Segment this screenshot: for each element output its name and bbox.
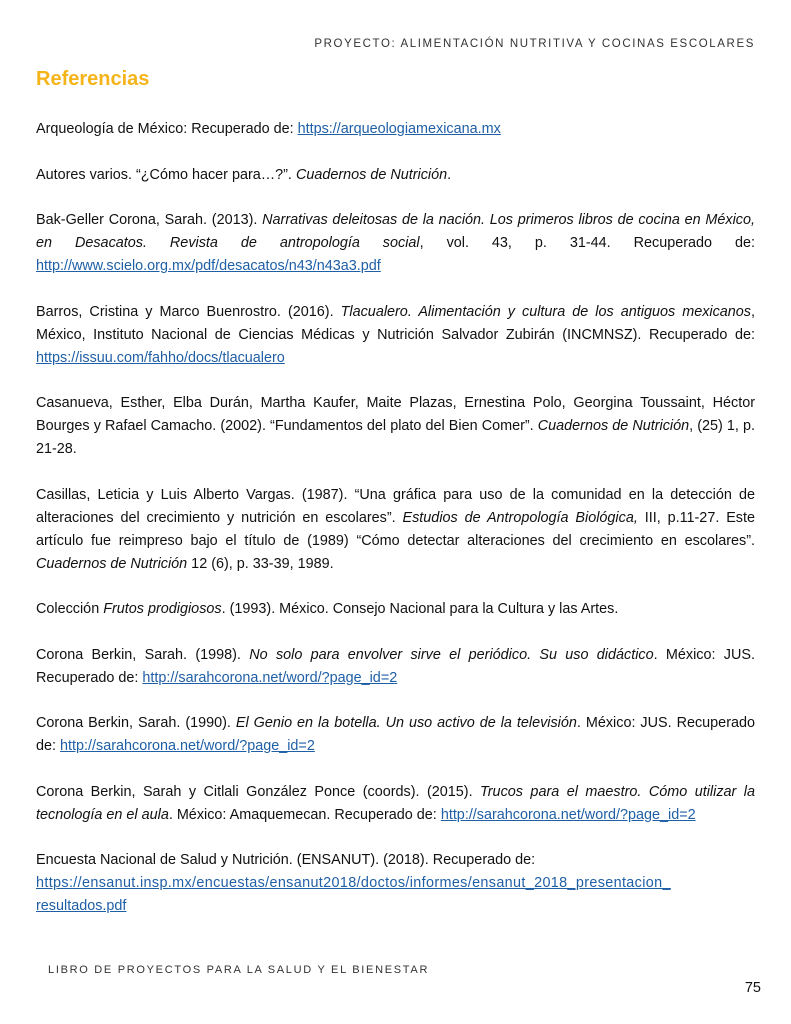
reference-link[interactable]: http://www.scielo.org.mx/pdf/desacatos/n43/n43a3.pdf [36,258,381,274]
running-header: PROYECTO: ALIMENTACIÓN NUTRITIVA Y COCINAS ESCOLARES [314,38,755,50]
reference-text: . (1993). México. Consejo Nacional para la Cultura y las Artes. [221,601,619,617]
reference-text: , México, Instituto Nacional de Ciencias Médicas y Nutrición Salvador Zubirán (INCMNSZ). Recuperado de: [36,303,755,343]
reference-source-title: Cuadernos de Nutrición [537,418,690,434]
reference-item [36,118,755,141]
reference-item [36,781,755,827]
reference-text: Autores varios. “¿Cómo hacer para…?”. [36,166,296,183]
reference-item [36,849,755,918]
reference-item [36,209,755,278]
reference-item [36,598,755,621]
reference-source-title: Narrativas deleitosas de la nación. Los primeros libros de cocina en México, en Desacatos. Revista de antropología social [36,212,755,251]
reference-text: Casillas, Leticia y Luis Alberto Vargas. (1987). “Una gráfica para uso de la comunidad en la detección de alteraciones del crecimiento y nutrición en escolares”. [36,486,755,526]
reference-item [36,712,755,758]
reference-text: Arqueología de México: Recuperado de: [36,121,298,137]
reference-text: Bak-Geller Corona, Sarah. (2013). [36,212,263,228]
section-title: Referencias [36,68,150,90]
page-number: 75 [744,980,761,996]
reference-text: Corona Berkin, Sarah. (1990). [36,715,236,731]
reference-text: III, p.11-27. Este artículo fue reimpreso bajo el título de (1989) “Cómo detectar alteraciones del crecimiento en escolares”. [36,509,755,549]
reference-link[interactable]: http://sarahcorona.net/word/?page_id=2 [440,806,696,823]
reference-source-title: Frutos prodigiosos [103,601,222,617]
reference-text: Corona Berkin, Sarah y Citlali González Ponce (coords). (2015). [36,783,481,800]
reference-text: , vol. 43, p. 31-44. Recuperado de: [419,235,755,251]
reference-text: Corona Berkin, Sarah. (1998). [36,646,250,663]
footer-book-title: LIBRO DE PROYECTOS PARA LA SALUD Y EL BIENESTAR [48,964,430,976]
reference-source-title: Cuadernos de Nutrición [295,166,448,183]
reference-list [36,118,755,941]
reference-source-title: El Genio en la botella. Un uso activo de la televisión [235,715,577,731]
reference-item [36,392,755,461]
reference-item [36,164,755,187]
reference-text: Casanueva, Esther, Elba Durán, Martha Kaufer, Maite Plazas, Ernestina Polo, Georgina Toussaint, Héctor Bourges y Rafael Camacho. (2002). “Fundamentos del plato del Bien Comer”. [36,395,755,434]
reference-link[interactable]: https://issuu.com/fahho/docs/tlacualero [36,349,285,366]
reference-source-title: Tlacualero. Alimentación y cultura de los antiguos mexicanos [340,303,751,320]
reference-source-title: No solo para envolver sirve el periódico. Su uso didáctico [249,646,654,663]
reference-link[interactable]: https://ensanut.insp.mx/encuestas/ensanut2018/doctos/informes/ensanut_2018_presentacion_ [36,875,671,891]
reference-text: Encuesta Nacional de Salud y Nutrición. (ENSANUT). (2018). Recuperado de: [36,852,536,868]
reference-source-title: Cuadernos de Nutrición [36,555,188,572]
reference-item [36,644,755,690]
reference-text: . México: Amaquemecan. Recuperado de: [168,806,441,823]
reference-source-title: Trucos para el maestro. Cómo utilizar la tecnología en el aula [36,783,755,823]
reference-text: 12 (6), p. 33-39, 1989. [187,555,334,572]
reference-link[interactable]: https://arqueologiamexicana.mx [297,121,501,137]
reference-link[interactable]: http://sarahcorona.net/word/?page_id=2 [142,669,398,686]
reference-text: . México: JUS. Recuperado de: [36,715,755,754]
reference-item [36,484,755,576]
reference-text: , (25) 1, p. 21-28. [36,418,755,457]
reference-link[interactable]: http://sarahcorona.net/word/?page_id=2 [60,738,315,754]
reference-link-continuation[interactable]: resultados.pdf [36,898,127,914]
reference-text: . México: JUS. Recuperado de: [36,646,755,686]
reference-text: Colección [36,601,104,617]
reference-text: . [447,166,452,183]
reference-item [36,301,755,370]
reference-text: Barros, Cristina y Marco Buenrostro. (2016). [36,303,341,320]
reference-source-title: Estudios de Antropología Biológica, [402,509,638,526]
